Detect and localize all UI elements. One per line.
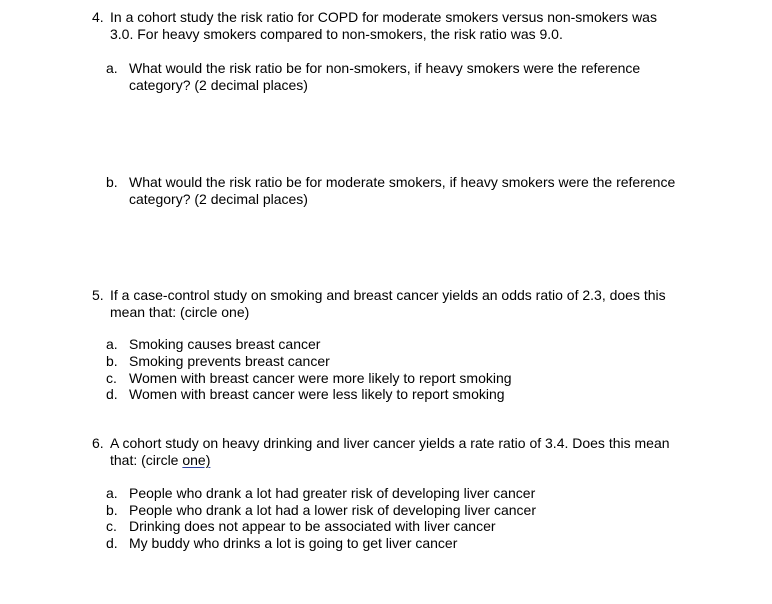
question-5-option-d: Women with breast cancer were less likely to report smoking bbox=[129, 386, 505, 402]
question-6-option-a: People who drank a lot had greater risk of developing liver cancer bbox=[129, 485, 536, 501]
question-5-option-d-letter: d. bbox=[106, 386, 118, 402]
question-6-option-c: Drinking does not appear to be associated with liver cancer bbox=[129, 518, 496, 534]
question-6-stem-line-2-prefix: that: (circle bbox=[110, 452, 183, 468]
question-6-option-c-letter: c. bbox=[106, 518, 117, 534]
question-6-option-d-letter: d. bbox=[106, 535, 118, 551]
question-6-stem-line-2 bbox=[110, 452, 210, 469]
question-6-option-b-letter: b. bbox=[106, 502, 118, 518]
question-5-stem-line-2: mean that: (circle one) bbox=[110, 304, 250, 320]
question-5-option-a: Smoking causes breast cancer bbox=[129, 336, 321, 352]
question-5-option-b-letter: b. bbox=[106, 353, 118, 369]
question-5-number: 5. bbox=[92, 287, 104, 303]
question-4a-letter: a. bbox=[106, 60, 118, 76]
question-6-option-d: My buddy who drinks a lot is going to get liver cancer bbox=[129, 535, 458, 551]
question-6-stem-line-1: A cohort study on heavy drinking and liver cancer yields a rate ratio of 3.4. Does this mean bbox=[110, 435, 670, 451]
question-5-option-b: Smoking prevents breast cancer bbox=[129, 353, 330, 369]
question-5-option-c-letter: c. bbox=[106, 370, 117, 386]
question-5-option-a-letter: a. bbox=[106, 336, 118, 352]
question-6-number: 6. bbox=[92, 435, 104, 451]
question-5-stem-line-1: If a case-control study on smoking and breast cancer yields an odds ratio of 2.3, does this bbox=[110, 287, 666, 303]
question-4b-line-1: What would the risk ratio be for moderate smokers, if heavy smokers were the reference bbox=[129, 174, 676, 190]
question-6-option-b: People who drank a lot had a lower risk of developing liver cancer bbox=[129, 502, 537, 518]
question-4-number: 4. bbox=[92, 9, 104, 25]
question-6-option-a-letter: a. bbox=[106, 485, 118, 501]
question-6-stem-underlined-word: one) bbox=[182, 452, 211, 468]
question-4-stem-line-1: In a cohort study the risk ratio for COPD for moderate smokers versus non-smokers was bbox=[110, 9, 657, 25]
question-4b-line-2: category? (2 decimal places) bbox=[129, 191, 308, 207]
question-4a-line-1: What would the risk ratio be for non-smokers, if heavy smokers were the reference bbox=[129, 60, 641, 76]
question-4b-letter: b. bbox=[106, 174, 118, 190]
question-5-option-c: Women with breast cancer were more likely to report smoking bbox=[129, 370, 512, 386]
question-4-stem-line-2: 3.0. For heavy smokers compared to non-smokers, the risk ratio was 9.0. bbox=[110, 26, 563, 42]
question-4a-line-2: category? (2 decimal places) bbox=[129, 77, 308, 93]
